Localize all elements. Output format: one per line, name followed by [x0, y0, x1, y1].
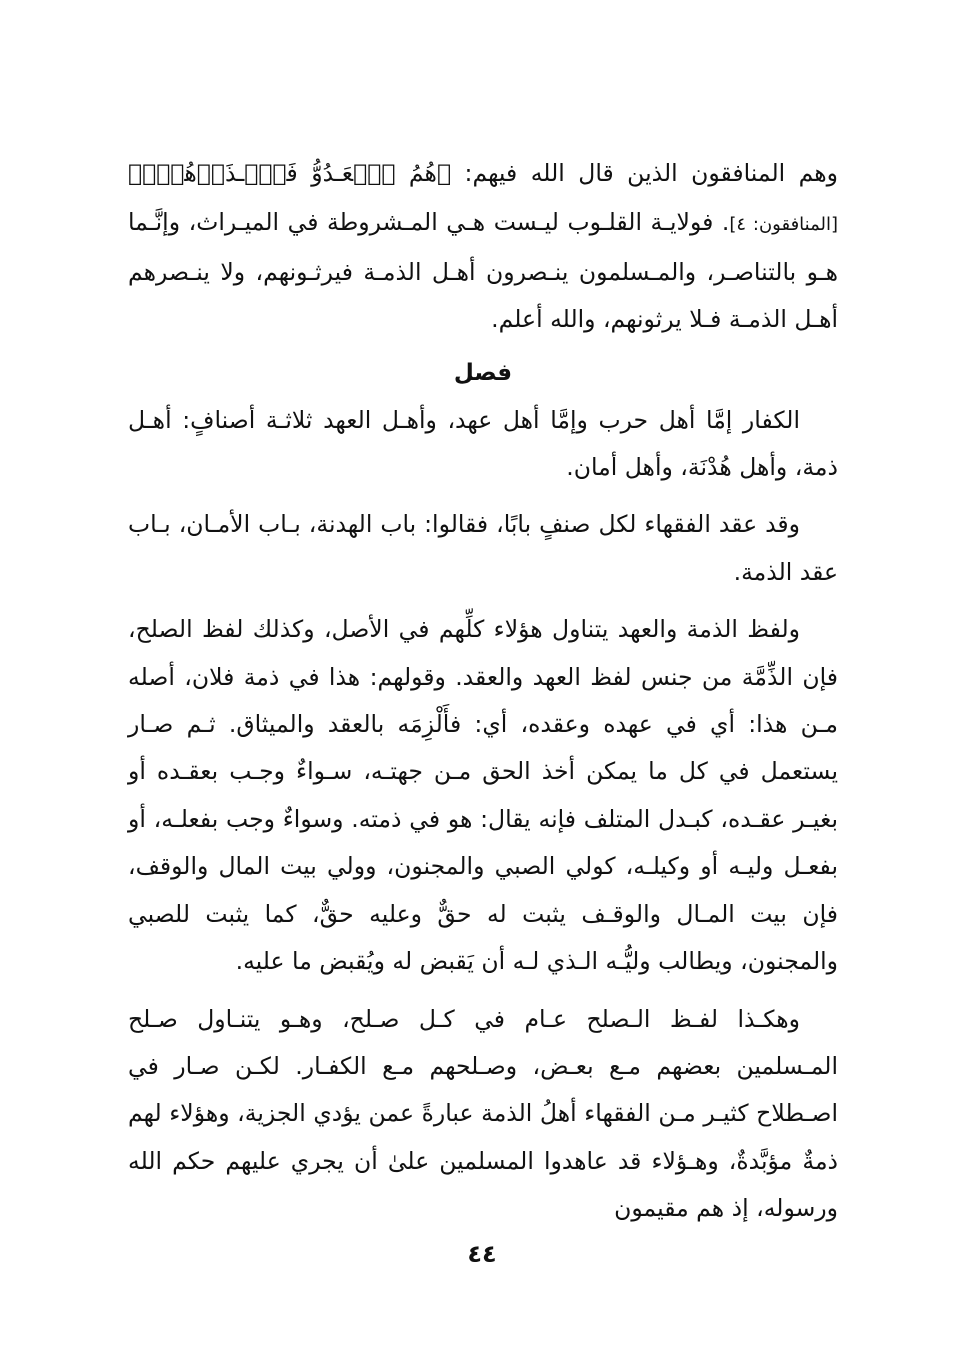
paragraph-meaning-of-sulh: وهكـذا لفـظ الـصلح عـام في كـل صـلح، وهـو يتنـاول صـلح المـسلمين بعضهم مـع بعـض، وصـلحهم مـع الكفـار. لكـن صـار في اصـطلاح كثيـر مـن الفقهاء أهلُ الذمة عبارةً عمن يؤدي الجزية، وهؤلاء لهم ذمةٌ مؤبَّدةٌ، وهـؤلاء قد عاهدوا المسلمين علىٰ أن يجري عليهم حكم الله ورسوله، إذ هم مقيمون — [128, 1004, 838, 1223]
section-heading: فصل — [453, 359, 513, 386]
intro-rest: . فولايـة القلـوب ليـست هـي المـشروطة في الميـراث، وإنَّـما هـو بالتناصـر، والمـسلمون ينـصرون أهـل الذمـة فيرثـونهم، ولا ينـصرهم أهـل الذمـة فـلا يرثونهم، والله أعلم. — [128, 208, 838, 334]
page-number: ٤٤ — [467, 1240, 497, 1268]
intro-paragraph — [128, 150, 838, 344]
paragraph-fiqh-chapters: وقد عقد الفقهاء لكل صنفٍ بابًا، فقالوا: باب الهدنة، بـاب الأمـان، بـاب عقد الذمة. — [128, 510, 838, 586]
intro-lead: وهم المنافقون الذين قال الله فيهم: — [451, 159, 839, 187]
page-body — [128, 150, 838, 1233]
paragraph-meaning-of-dhimma: ولفظ الذمة والعهد يتناول هؤلاء كلِّهم في الأصل، وكذلك لفظ الصلح، فإن الذِّمَّة من جنس لفظ العهد والعقد. وقولهم: هذا في ذمة فلان، أصله مـن هذا: أي في عهده وعقده، أي: فأَلْزِمَه بالعقد والميثاق. ثـم صـار يستعمل في كل ما يمكن أخذ الحق مـن جهتـه، سـواءٌ وجـب بعقـده أو بغيـر عقـده، كبـدل المتلف فإنه يقال: هو في ذمته. وسواءٌ وجب بفعلـه، أو بفعـل وليـه أو وكيلـه، كولي الصبي والمجنون، وولي بيت المال والوقف، فإن بيت المـال والوقـف يثبت له حقٌّ وعليه حقٌّ، كما يثبت للصبي والمجنون، ويطالب وليُّـه الـذي لـه أن يَقبض له ويُقبض ما عليه. — [128, 615, 838, 976]
quran-verse: ﴿هُمُ ٱلۡعَـدُوُّ فَٱحۡـذَرۡهُمۡۚ﴾ — [128, 159, 452, 187]
paragraph-kinds-of-disbelievers: الكفار إمَّا أهل حرب وإمَّا أهل عهد، وأهـل العهد ثلاثـة أصنافٍ: أهـل ذمة، وأهل هُدْنَة، وأهل أمان. — [128, 405, 838, 482]
verse-citation: [المنافقون: ٤] — [729, 214, 839, 236]
